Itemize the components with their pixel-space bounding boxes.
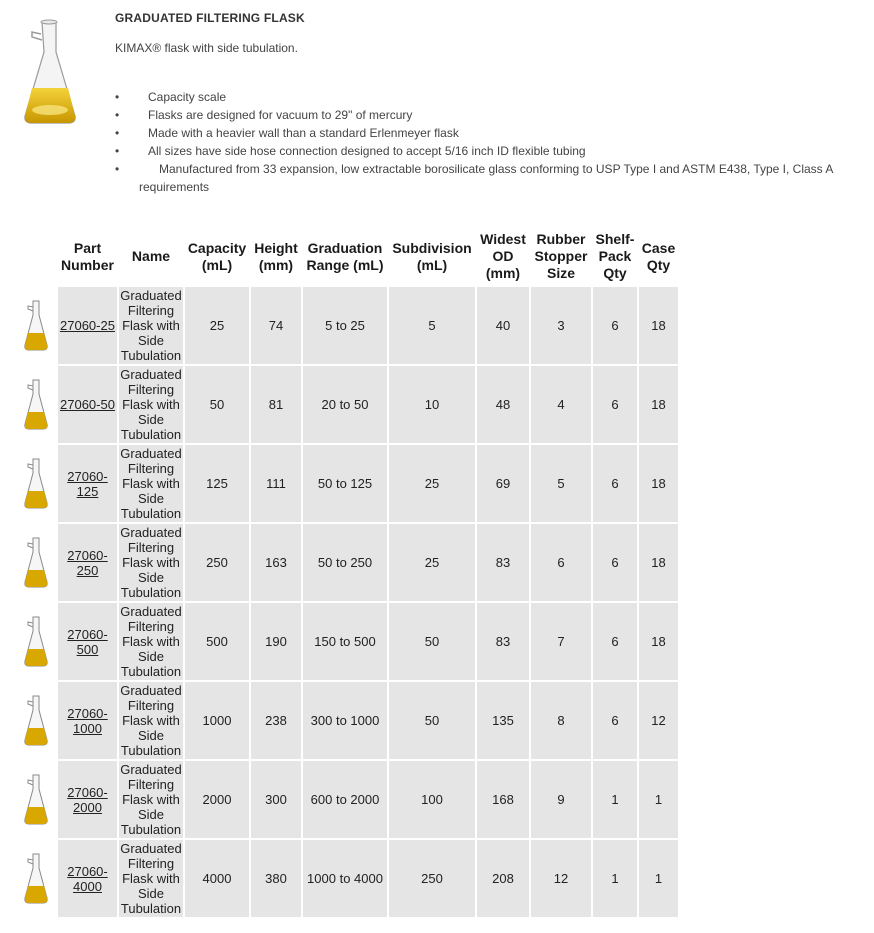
- feature-item-line: requirements: [139, 180, 210, 194]
- cell-graduation-range: 50 to 250: [303, 524, 387, 601]
- row-thumbnail[interactable]: [16, 603, 56, 680]
- product-spec-table: [14, 226, 680, 919]
- cell-height: 74: [251, 287, 301, 364]
- cell-name: Graduated Filtering Flask with Side Tubulation: [120, 841, 182, 916]
- cell-stopper-size: 12: [531, 840, 591, 917]
- product-title: GRADUATED FILTERING FLASK: [115, 11, 305, 25]
- cell-name: Graduated Filtering Flask with Side Tubulation: [120, 604, 182, 679]
- cell-graduation-range: 600 to 2000: [303, 761, 387, 838]
- cell-case-qty: 18: [639, 524, 678, 601]
- cell-graduation-range: 20 to 50: [303, 366, 387, 443]
- cell-subdivision: 5: [389, 287, 475, 364]
- row-thumbnail[interactable]: [16, 761, 56, 838]
- cell-part-number: [58, 366, 117, 443]
- cell-capacity: 2000: [185, 761, 249, 838]
- table-row: [16, 524, 678, 601]
- row-thumbnail[interactable]: [16, 840, 56, 917]
- cell-stopper-size: 3: [531, 287, 591, 364]
- cell-subdivision: 50: [389, 682, 475, 759]
- header-shelf-pack: Shelf-Pack Qty: [593, 228, 637, 285]
- cell-shelf-pack: 6: [593, 682, 637, 759]
- cell-name: Graduated Filtering Flask with Side Tubulation: [120, 683, 182, 758]
- cell-case-qty: 1: [639, 761, 678, 838]
- cell-widest-od: 168: [477, 761, 529, 838]
- cell-stopper-size: 6: [531, 524, 591, 601]
- part-number-link[interactable]: 27060-250: [67, 547, 108, 578]
- cell-height: 111: [251, 445, 301, 522]
- flask-thumbnail-icon[interactable]: [23, 378, 49, 432]
- cell-height: 190: [251, 603, 301, 680]
- cell-case-qty: 18: [639, 287, 678, 364]
- header-rubber-stopper: Rubber Stopper Size: [531, 228, 591, 285]
- cell-part-number: [58, 682, 117, 759]
- part-number-link[interactable]: 27060-2000: [67, 784, 108, 815]
- cell-subdivision: 250: [389, 840, 475, 917]
- cell-capacity: 500: [185, 603, 249, 680]
- table-row: [16, 840, 678, 917]
- row-thumbnail[interactable]: [16, 445, 56, 522]
- feature-item: • Capacity scale: [115, 88, 874, 106]
- cell-graduation-range: 1000 to 4000: [303, 840, 387, 917]
- cell-graduation-range: 50 to 125: [303, 445, 387, 522]
- cell-part-number: [58, 603, 117, 680]
- cell-stopper-size: 9: [531, 761, 591, 838]
- cell-capacity: 250: [185, 524, 249, 601]
- flask-thumbnail-icon[interactable]: [23, 852, 49, 906]
- header-subdivision: Subdivision (mL): [389, 228, 475, 285]
- row-thumbnail[interactable]: [16, 524, 56, 601]
- feature-item-line: Manufactured from 33 expansion, low extractable borosilicate glass conforming to USP Type I and ASTM E438, Type I, Class A: [159, 162, 834, 176]
- cell-part-number: [58, 287, 117, 364]
- cell-widest-od: 40: [477, 287, 529, 364]
- cell-shelf-pack: 6: [593, 603, 637, 680]
- cell-shelf-pack: 1: [593, 761, 637, 838]
- row-thumbnail[interactable]: [16, 287, 56, 364]
- table-row: [16, 761, 678, 838]
- flask-thumbnail-icon[interactable]: [23, 536, 49, 590]
- cell-widest-od: 83: [477, 524, 529, 601]
- cell-height: 300: [251, 761, 301, 838]
- cell-height: 163: [251, 524, 301, 601]
- cell-name: Graduated Filtering Flask with Side Tubulation: [120, 288, 182, 363]
- cell-shelf-pack: 6: [593, 524, 637, 601]
- row-thumbnail[interactable]: [16, 682, 56, 759]
- feature-list: [115, 88, 874, 196]
- cell-case-qty: 18: [639, 366, 678, 443]
- cell-widest-od: 135: [477, 682, 529, 759]
- cell-stopper-size: 7: [531, 603, 591, 680]
- flask-thumbnail-icon[interactable]: [23, 457, 49, 511]
- cell-widest-od: 48: [477, 366, 529, 443]
- part-number-link[interactable]: 27060-1000: [67, 705, 108, 736]
- part-number-link[interactable]: 27060-50: [60, 397, 115, 412]
- flask-icon: [20, 18, 80, 128]
- cell-height: 380: [251, 840, 301, 917]
- cell-part-number: [58, 445, 117, 522]
- cell-shelf-pack: 1: [593, 840, 637, 917]
- row-thumbnail[interactable]: [16, 366, 56, 443]
- header-name: Name: [119, 228, 183, 285]
- cell-widest-od: 83: [477, 603, 529, 680]
- feature-item: [115, 160, 874, 196]
- cell-case-qty: 12: [639, 682, 678, 759]
- flask-thumbnail-icon[interactable]: [23, 615, 49, 669]
- part-number-link[interactable]: 27060-25: [60, 318, 115, 333]
- cell-case-qty: 18: [639, 445, 678, 522]
- cell-stopper-size: 4: [531, 366, 591, 443]
- cell-subdivision: 50: [389, 603, 475, 680]
- header-capacity: Capacity (mL): [185, 228, 249, 285]
- cell-shelf-pack: 6: [593, 287, 637, 364]
- cell-capacity: 1000: [185, 682, 249, 759]
- cell-shelf-pack: 6: [593, 445, 637, 522]
- cell-part-number: [58, 524, 117, 601]
- table-row: [16, 603, 678, 680]
- product-description: KIMAX® flask with side tubulation.: [115, 41, 298, 55]
- cell-case-qty: 1: [639, 840, 678, 917]
- cell-capacity: 4000: [185, 840, 249, 917]
- header-image-spacer: [16, 228, 56, 285]
- flask-thumbnail-icon[interactable]: [23, 773, 49, 827]
- cell-case-qty: 18: [639, 603, 678, 680]
- cell-subdivision: 100: [389, 761, 475, 838]
- cell-subdivision: 25: [389, 445, 475, 522]
- cell-subdivision: 10: [389, 366, 475, 443]
- cell-graduation-range: 150 to 500: [303, 603, 387, 680]
- feature-item: • All sizes have side hose connection designed to accept 5/16 inch ID flexible tubing: [115, 142, 874, 160]
- flask-thumbnail-icon[interactable]: [23, 694, 49, 748]
- cell-stopper-size: 8: [531, 682, 591, 759]
- cell-graduation-range: 300 to 1000: [303, 682, 387, 759]
- cell-capacity: 50: [185, 366, 249, 443]
- cell-capacity: 125: [185, 445, 249, 522]
- cell-part-number: [58, 840, 117, 917]
- cell-graduation-range: 5 to 25: [303, 287, 387, 364]
- cell-height: 238: [251, 682, 301, 759]
- cell-part-number: [58, 761, 117, 838]
- header-height: Height (mm): [251, 228, 301, 285]
- cell-height: 81: [251, 366, 301, 443]
- header-widest-od: Widest OD (mm): [477, 228, 529, 285]
- part-number-link[interactable]: 27060-125: [67, 468, 108, 499]
- cell-subdivision: 25: [389, 524, 475, 601]
- cell-capacity: 25: [185, 287, 249, 364]
- table-row: [16, 366, 678, 443]
- table-row: [16, 287, 678, 364]
- cell-name: Graduated Filtering Flask with Side Tubulation: [120, 762, 182, 837]
- part-number-link[interactable]: 27060-500: [67, 626, 108, 657]
- cell-stopper-size: 5: [531, 445, 591, 522]
- header-part-number: Part Number: [58, 228, 117, 285]
- cell-widest-od: 69: [477, 445, 529, 522]
- cell-name: Graduated Filtering Flask with Side Tubulation: [120, 446, 182, 521]
- part-number-link[interactable]: 27060-4000: [67, 863, 108, 894]
- table-row: [16, 682, 678, 759]
- cell-name: Graduated Filtering Flask with Side Tubulation: [120, 367, 182, 442]
- table-header-row: [16, 228, 678, 285]
- header-graduation-range: Graduation Range (mL): [303, 228, 387, 285]
- flask-thumbnail-icon[interactable]: [23, 299, 49, 353]
- feature-item: • Flasks are designed for vacuum to 29" of mercury: [115, 106, 874, 124]
- feature-item: • Made with a heavier wall than a standard Erlenmeyer flask: [115, 124, 874, 142]
- cell-name: Graduated Filtering Flask with Side Tubulation: [120, 525, 182, 600]
- table-row: [16, 445, 678, 522]
- cell-shelf-pack: 6: [593, 366, 637, 443]
- header-case-qty: Case Qty: [639, 228, 678, 285]
- cell-widest-od: 208: [477, 840, 529, 917]
